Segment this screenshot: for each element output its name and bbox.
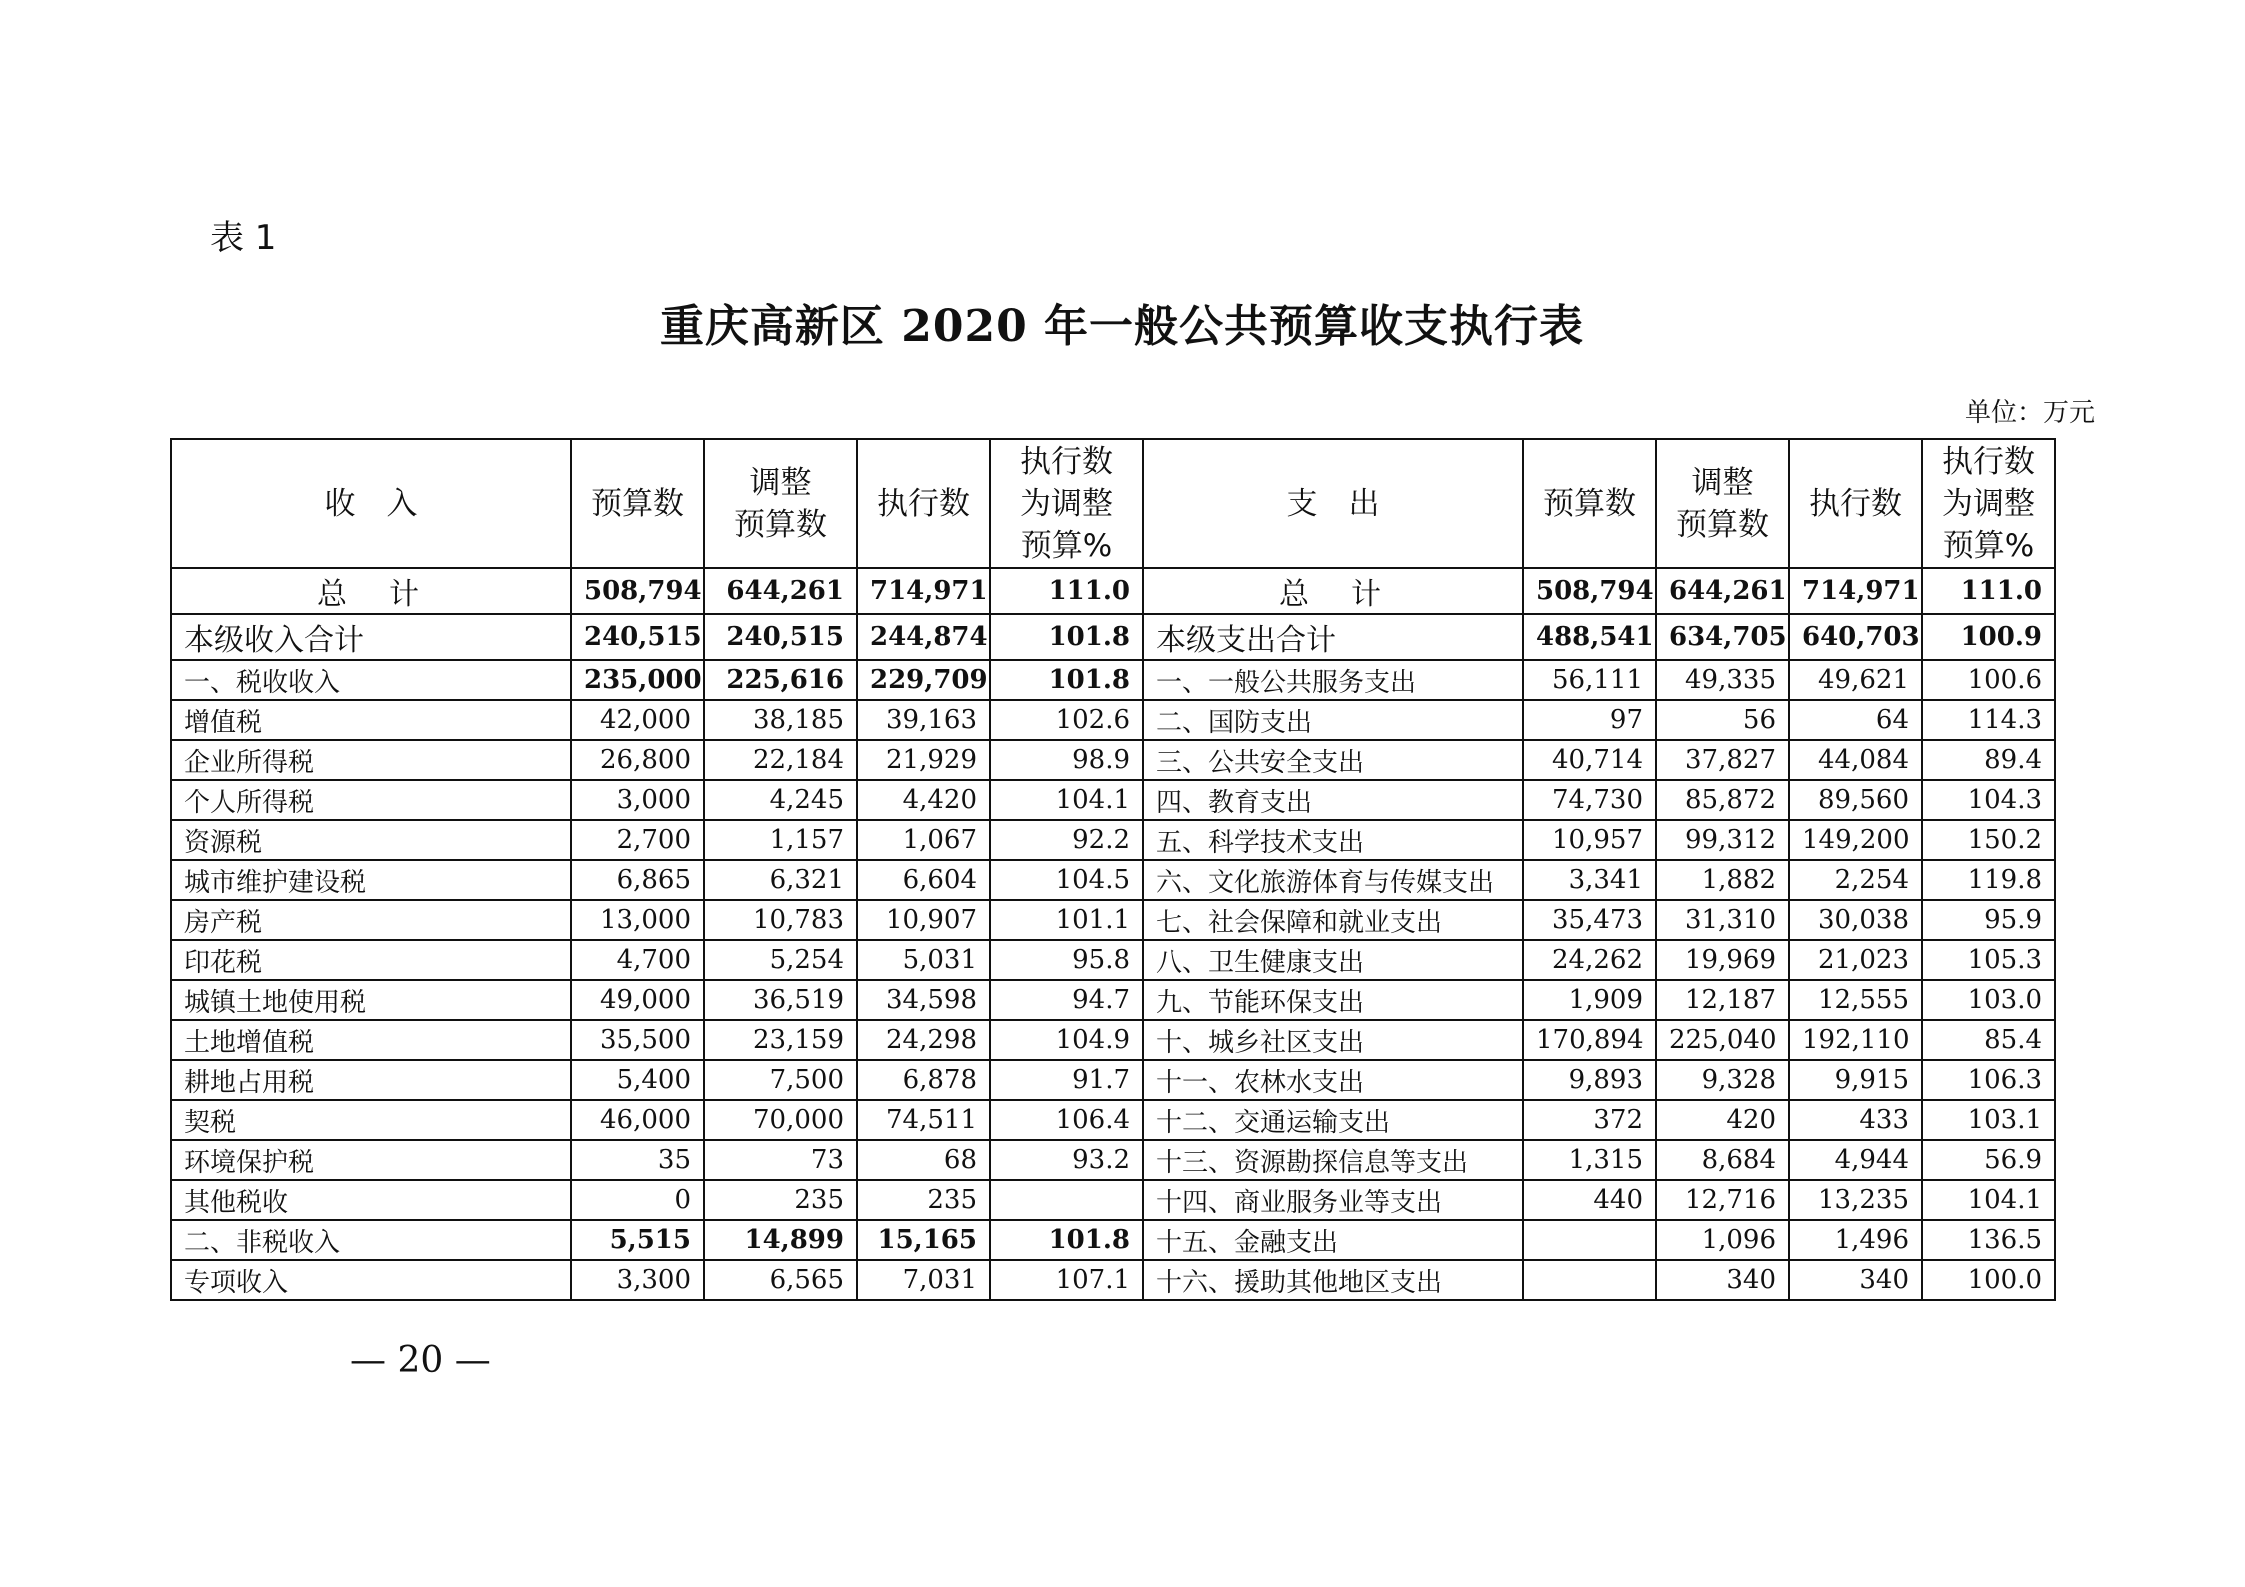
value-cell: 21,929 (857, 740, 990, 780)
item-name-cell: 城镇土地使用税 (171, 980, 571, 1020)
value-cell: 420 (1656, 1100, 1789, 1140)
value-cell: 70,000 (704, 1100, 857, 1140)
value-cell: 103.0 (1922, 980, 2055, 1020)
header-row (171, 439, 2055, 568)
item-name-cell: 总 计 (1143, 568, 1523, 614)
value-cell: 3,300 (571, 1260, 704, 1300)
value-cell: 97 (1523, 700, 1656, 740)
value-cell: 229,709 (857, 660, 990, 700)
value-cell: 36,519 (704, 980, 857, 1020)
value-cell: 119.8 (1922, 860, 2055, 900)
header-executed: 执行数 (857, 439, 990, 568)
value-cell: 225,616 (704, 660, 857, 700)
value-cell: 99,312 (1656, 820, 1789, 860)
value-cell: 5,031 (857, 940, 990, 980)
value-cell: 225,040 (1656, 1020, 1789, 1060)
value-cell: 14,899 (704, 1220, 857, 1260)
table-row (171, 1220, 2055, 1260)
value-cell: 85,872 (1656, 780, 1789, 820)
value-cell: 6,878 (857, 1060, 990, 1100)
value-cell: 488,541 (1523, 614, 1656, 660)
item-name-cell: 十四、商业服务业等支出 (1143, 1180, 1523, 1220)
header-expense: 支 出 (1143, 439, 1523, 568)
item-name-cell: 土地增值税 (171, 1020, 571, 1060)
value-cell: 104.5 (990, 860, 1143, 900)
item-name-cell: 二、国防支出 (1143, 700, 1523, 740)
value-cell: 5,515 (571, 1220, 704, 1260)
value-cell: 240,515 (571, 614, 704, 660)
table-row (171, 860, 2055, 900)
item-name-cell: 七、社会保障和就业支出 (1143, 900, 1523, 940)
header-budget: 预算数 (1523, 439, 1656, 568)
value-cell: 106.3 (1922, 1060, 2055, 1100)
table-row (171, 568, 2055, 614)
table-row (171, 980, 2055, 1020)
value-cell: 92.2 (990, 820, 1143, 860)
value-cell: 1,067 (857, 820, 990, 860)
value-cell: 2,254 (1789, 860, 1922, 900)
value-cell: 101.1 (990, 900, 1143, 940)
item-name-cell: 二、非税收入 (171, 1220, 571, 1260)
value-cell: 101.8 (990, 1220, 1143, 1260)
value-cell: 89,560 (1789, 780, 1922, 820)
value-cell: 56 (1656, 700, 1789, 740)
header-adjusted: 调整 预算数 (704, 439, 857, 568)
item-name-cell: 三、公共安全支出 (1143, 740, 1523, 780)
item-name-cell: 五、科学技术支出 (1143, 820, 1523, 860)
item-name-cell: 企业所得税 (171, 740, 571, 780)
value-cell: 35 (571, 1140, 704, 1180)
item-name-cell: 本级收入合计 (171, 614, 571, 660)
value-cell: 26,800 (571, 740, 704, 780)
value-cell: 105.3 (1922, 940, 2055, 980)
item-name-cell: 九、节能环保支出 (1143, 980, 1523, 1020)
header-executed: 执行数 (1789, 439, 1922, 568)
item-name-cell: 增值税 (171, 700, 571, 740)
value-cell: 85.4 (1922, 1020, 2055, 1060)
value-cell: 5,254 (704, 940, 857, 980)
value-cell: 100.6 (1922, 660, 2055, 700)
value-cell: 49,621 (1789, 660, 1922, 700)
value-cell: 24,298 (857, 1020, 990, 1060)
value-cell: 49,000 (571, 980, 704, 1020)
value-cell: 40,714 (1523, 740, 1656, 780)
item-name-cell: 契税 (171, 1100, 571, 1140)
value-cell: 104.1 (990, 780, 1143, 820)
value-cell: 15,165 (857, 1220, 990, 1260)
value-cell: 433 (1789, 1100, 1922, 1140)
item-name-cell: 八、卫生健康支出 (1143, 940, 1523, 980)
value-cell: 89.4 (1922, 740, 2055, 780)
value-cell: 244,874 (857, 614, 990, 660)
value-cell: 91.7 (990, 1060, 1143, 1100)
table-row (171, 940, 2055, 980)
value-cell: 4,944 (1789, 1140, 1922, 1180)
value-cell: 8,684 (1656, 1140, 1789, 1180)
value-cell: 104.1 (1922, 1180, 2055, 1220)
value-cell: 22,184 (704, 740, 857, 780)
value-cell: 10,783 (704, 900, 857, 940)
value-cell: 1,096 (1656, 1220, 1789, 1260)
value-cell: 9,328 (1656, 1060, 1789, 1100)
value-cell: 39,163 (857, 700, 990, 740)
value-cell: 46,000 (571, 1100, 704, 1140)
value-cell: 93.2 (990, 1140, 1143, 1180)
item-name-cell: 四、教育支出 (1143, 780, 1523, 820)
value-cell: 74,511 (857, 1100, 990, 1140)
value-cell: 42,000 (571, 700, 704, 740)
table-row (171, 820, 2055, 860)
value-cell: 4,420 (857, 780, 990, 820)
value-cell: 136.5 (1922, 1220, 2055, 1260)
value-cell: 6,865 (571, 860, 704, 900)
item-name-cell: 房产税 (171, 900, 571, 940)
value-cell: 98.9 (990, 740, 1143, 780)
value-cell: 6,321 (704, 860, 857, 900)
value-cell: 170,894 (1523, 1020, 1656, 1060)
value-cell: 12,716 (1656, 1180, 1789, 1220)
item-name-cell: 一、一般公共服务支出 (1143, 660, 1523, 700)
value-cell: 13,235 (1789, 1180, 1922, 1220)
value-cell: 714,971 (1789, 568, 1922, 614)
value-cell (1523, 1220, 1656, 1260)
value-cell: 114.3 (1922, 700, 2055, 740)
value-cell: 107.1 (990, 1260, 1143, 1300)
item-name-cell: 十六、援助其他地区支出 (1143, 1260, 1523, 1300)
value-cell: 102.6 (990, 700, 1143, 740)
value-cell: 9,915 (1789, 1060, 1922, 1100)
value-cell: 714,971 (857, 568, 990, 614)
value-cell: 94.7 (990, 980, 1143, 1020)
item-name-cell: 一、税收收入 (171, 660, 571, 700)
value-cell: 56,111 (1523, 660, 1656, 700)
value-cell: 3,000 (571, 780, 704, 820)
value-cell: 100.0 (1922, 1260, 2055, 1300)
value-cell: 640,703 (1789, 614, 1922, 660)
item-name-cell: 十五、金融支出 (1143, 1220, 1523, 1260)
value-cell: 68 (857, 1140, 990, 1180)
value-cell: 5,400 (571, 1060, 704, 1100)
item-name-cell: 个人所得税 (171, 780, 571, 820)
value-cell: 21,023 (1789, 940, 1922, 980)
item-name-cell: 十一、农林水支出 (1143, 1060, 1523, 1100)
item-name-cell: 专项收入 (171, 1260, 571, 1300)
header-adjusted: 调整 预算数 (1656, 439, 1789, 568)
item-name-cell: 本级支出合计 (1143, 614, 1523, 660)
unit-label: 单位：万元 (1964, 398, 2095, 428)
table-row (171, 1100, 2055, 1140)
value-cell: 508,794 (1523, 568, 1656, 614)
value-cell: 4,700 (571, 940, 704, 980)
value-cell: 100.9 (1922, 614, 2055, 660)
item-name-cell: 总 计 (171, 568, 571, 614)
table-row (171, 1020, 2055, 1060)
value-cell: 13,000 (571, 900, 704, 940)
value-cell: 49,335 (1656, 660, 1789, 700)
table-row (171, 700, 2055, 740)
item-name-cell: 十三、资源勘探信息等支出 (1143, 1140, 1523, 1180)
value-cell: 1,909 (1523, 980, 1656, 1020)
value-cell: 95.8 (990, 940, 1143, 980)
header-budget: 预算数 (571, 439, 704, 568)
value-cell: 35,473 (1523, 900, 1656, 940)
value-cell: 235 (857, 1180, 990, 1220)
value-cell: 24,262 (1523, 940, 1656, 980)
table-row (171, 900, 2055, 940)
value-cell: 1,315 (1523, 1140, 1656, 1180)
item-name-cell: 环境保护税 (171, 1140, 571, 1180)
value-cell: 1,496 (1789, 1220, 1922, 1260)
value-cell: 104.3 (1922, 780, 2055, 820)
value-cell: 35,500 (571, 1020, 704, 1060)
value-cell: 12,555 (1789, 980, 1922, 1020)
value-cell: 6,565 (704, 1260, 857, 1300)
value-cell: 44,084 (1789, 740, 1922, 780)
value-cell: 192,110 (1789, 1020, 1922, 1060)
value-cell: 634,705 (1656, 614, 1789, 660)
value-cell (990, 1180, 1143, 1220)
value-cell: 372 (1523, 1100, 1656, 1140)
item-name-cell: 耕地占用税 (171, 1060, 571, 1100)
value-cell: 111.0 (990, 568, 1143, 614)
page-number: — 20 — (350, 1340, 491, 1381)
table-row (171, 1140, 2055, 1180)
header-income: 收 入 (171, 439, 571, 568)
item-name-cell: 十、城乡社区支出 (1143, 1020, 1523, 1060)
item-name-cell: 其他税收 (171, 1180, 571, 1220)
value-cell: 12,187 (1656, 980, 1789, 1020)
budget-table (170, 438, 2056, 1301)
value-cell: 9,893 (1523, 1060, 1656, 1100)
value-cell: 95.9 (1922, 900, 2055, 940)
page-title: 重庆高新区 2020 年一般公共预算收支执行表 (659, 301, 1585, 352)
value-cell: 34,598 (857, 980, 990, 1020)
value-cell: 74,730 (1523, 780, 1656, 820)
table-body (171, 568, 2055, 1300)
item-name-cell: 印花税 (171, 940, 571, 980)
value-cell: 101.8 (990, 614, 1143, 660)
value-cell: 644,261 (704, 568, 857, 614)
item-name-cell: 六、文化旅游体育与传媒支出 (1143, 860, 1523, 900)
table-row (171, 660, 2055, 700)
value-cell: 235 (704, 1180, 857, 1220)
table-row (171, 780, 2055, 820)
value-cell: 106.4 (990, 1100, 1143, 1140)
value-cell: 64 (1789, 700, 1922, 740)
value-cell: 10,907 (857, 900, 990, 940)
value-cell: 101.8 (990, 660, 1143, 700)
value-cell: 340 (1789, 1260, 1922, 1300)
value-cell: 23,159 (704, 1020, 857, 1060)
value-cell: 644,261 (1656, 568, 1789, 614)
value-cell: 73 (704, 1140, 857, 1180)
table-label: 表 1 (210, 218, 277, 258)
value-cell: 340 (1656, 1260, 1789, 1300)
value-cell: 10,957 (1523, 820, 1656, 860)
value-cell: 111.0 (1922, 568, 2055, 614)
value-cell: 3,341 (1523, 860, 1656, 900)
value-cell: 7,500 (704, 1060, 857, 1100)
table-row (171, 1060, 2055, 1100)
item-name-cell: 城市维护建设税 (171, 860, 571, 900)
value-cell: 38,185 (704, 700, 857, 740)
value-cell: 103.1 (1922, 1100, 2055, 1140)
header-pct: 执行数 为调整 预算% (990, 439, 1143, 568)
value-cell (1523, 1260, 1656, 1300)
table-row (171, 1260, 2055, 1300)
table-row (171, 614, 2055, 660)
value-cell: 7,031 (857, 1260, 990, 1300)
value-cell: 440 (1523, 1180, 1656, 1220)
value-cell: 508,794 (571, 568, 704, 614)
value-cell: 1,882 (1656, 860, 1789, 900)
item-name-cell: 十二、交通运输支出 (1143, 1100, 1523, 1140)
value-cell: 31,310 (1656, 900, 1789, 940)
value-cell: 150.2 (1922, 820, 2055, 860)
value-cell: 2,700 (571, 820, 704, 860)
value-cell: 56.9 (1922, 1140, 2055, 1180)
value-cell: 240,515 (704, 614, 857, 660)
value-cell: 37,827 (1656, 740, 1789, 780)
table-row (171, 740, 2055, 780)
value-cell: 235,000 (571, 660, 704, 700)
table-row (171, 1180, 2055, 1220)
value-cell: 30,038 (1789, 900, 1922, 940)
value-cell: 1,157 (704, 820, 857, 860)
value-cell: 0 (571, 1180, 704, 1220)
value-cell: 6,604 (857, 860, 990, 900)
value-cell: 4,245 (704, 780, 857, 820)
value-cell: 104.9 (990, 1020, 1143, 1060)
header-pct: 执行数 为调整 预算% (1922, 439, 2055, 568)
value-cell: 149,200 (1789, 820, 1922, 860)
item-name-cell: 资源税 (171, 820, 571, 860)
value-cell: 19,969 (1656, 940, 1789, 980)
